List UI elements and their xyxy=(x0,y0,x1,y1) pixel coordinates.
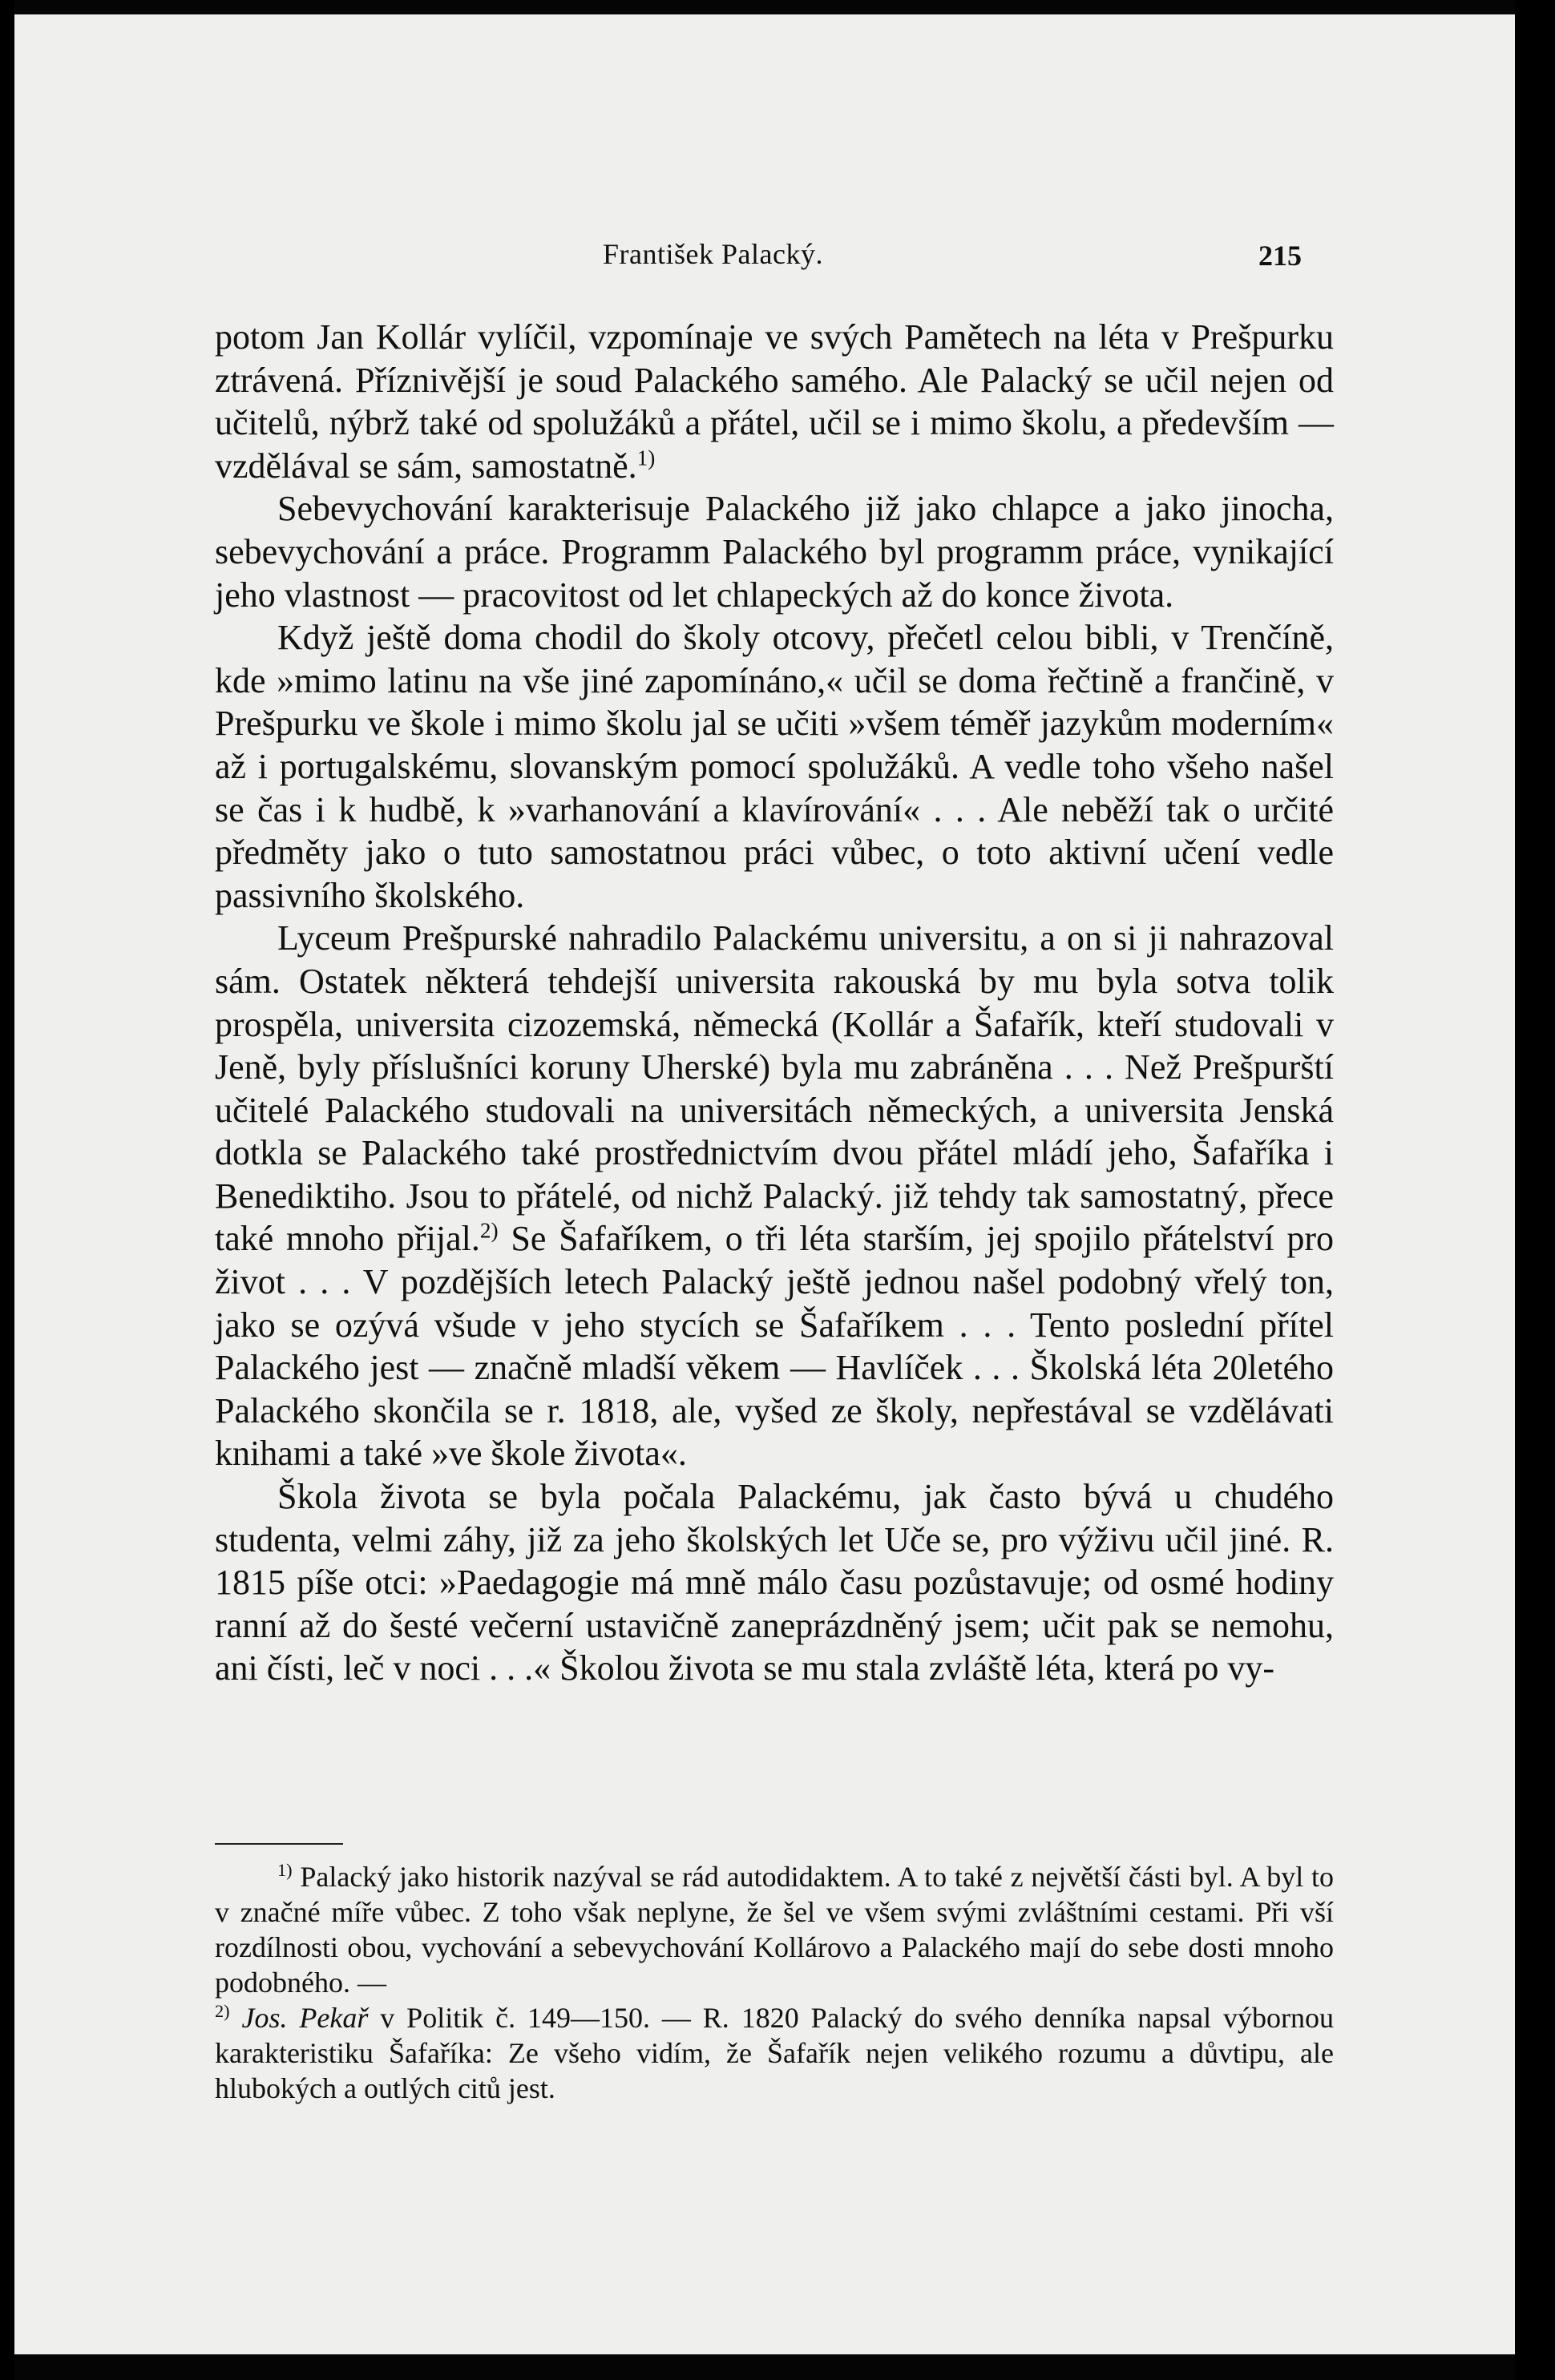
footnote-ref-2: 2) xyxy=(479,1218,499,1243)
paragraph-1 xyxy=(215,316,1334,487)
scan-border-left xyxy=(0,0,14,2380)
paragraph-4-text-a: Lyceum Prešpurské nahradilo Palackému universitu, a on si ji nahrazoval sám. Ostatek některá tehdejší universita rakouská by mu byla sotva tolik prospěla, universita cizozemská, německá (Kollár a Šafařík, kteří studovali v Jeně, byly příslušníci koruny Uherské) byla mu zabráněna . . . Než Prešpurští učitelé Palackého studovali na universitách německých, a universita Jenská dotkla se Palackého také prostřednictvím dvou přátel mládí jeho, Šafaříka i Benediktiho. Jsou to přátelé, od nichž Palacký. již tehdy tak samostatný, přece také mnoho přijal. xyxy=(215,918,1334,1259)
footnote-1 xyxy=(215,1859,1334,2000)
body-text xyxy=(215,316,1334,1690)
running-head: František Palacký. xyxy=(603,238,823,270)
footnote-separator xyxy=(215,1843,343,1845)
paragraph-2: Sebevychování karakterisuje Palackého již jako chlapce a jako jinocha, sebevychování a práce. Programm Palackého byl programm práce, vynikající jeho vlastnost — pracovitost od let chlapeckých až do konce života. xyxy=(215,489,1334,615)
footnote-2-text: v Politik č. 149—150. — R. 1820 Palacký do svého denníka napsal výbornou karakteristiku Šafaříka: Ze všeho vidím, že Šafařík nejen velikého rozumu a důvtipu, ale hlubokých a outlých citů jest. xyxy=(215,2002,1334,2104)
page-number: 215 xyxy=(1258,240,1302,272)
paragraph-4-text-b: Se Šafaříkem, o tři léta starším, jej spojilo přátelství pro život . . . V pozdějších letech Palacký ještě jednou našel podobný vřelý ton, jako se ozývá všude v jeho stycích se Šafaříkem . . . Tento poslední přítel Palackého jest — značně mladší věkem — Havlíček . . . Školská léta 20letého Palackého skončila se r. 1818, ale, vyšed ze školy, nepřestával se vzdělávati knihami a také »ve škole života«. xyxy=(215,1219,1334,1474)
paragraph-3: Když ještě doma chodil do školy otcovy, přečetl celou bibli, v Trenčíně, kde »mimo latinu na vše jiné zapomínáno,« učil se doma řečtině a frančině, v Prešpurku ve škole i mimo školu jal se učiti »všem téměř jazykům moderním« až i portugalskému, slovanským pomocí spolužáků. A vedle toho všeho našel se čas i k hudbě, k »varhanování a klavírování« . . . Ale neběží tak o určité předměty jako o tuto samostatnou práci vůbec, o toto aktivní učení vedle passivního školského. xyxy=(215,618,1334,915)
paragraph-5: Škola života se byla počala Palackému, jak často bývá u chudého studenta, velmi záhy, již za jeho školských let Uče se, pro výživu učil jiné. R. 1815 píše otci: »Paedagogie má mně málo času pozůstavuje; od osmé hodiny ranní až do šesté večerní ustavičně zaneprázdněný jsem; učit pak se nemohu, ani čísti, leč v noci . . .« Školou života se mu stala zvláště léta, která po vy- xyxy=(215,1477,1334,1688)
book-page xyxy=(14,14,1515,2354)
scan-border-right xyxy=(1515,0,1555,2380)
paragraph-1-text: potom Jan Kollár vylíčil, vzpomínaje ve svých Pamětech na léta v Prešpurku ztrávená. Příznivější je soud Palackého samého. Ale Palacký se učil nejen od učitelů, nýbrž také od spolužáků a přátel, učil se i mimo školu, a především — vzdělával se sám, samostatně. xyxy=(215,317,1334,486)
footnote-2 xyxy=(215,2000,1334,2106)
paragraph-4 xyxy=(215,917,1334,1475)
footnote-1-text: Palacký jako historik nazýval se rád autodidaktem. A to také z největší části byl. A byl to v značné míře vůbec. Z toho však neplyne, že šel ve všem svými zvláštními cestami. Při vší rozdílnosti obou, vychování a sebevychování Kollárovo a Palackého mají do sebe dosti mnoho podobného. — xyxy=(215,1861,1334,1999)
footnote-1-mark: 1) xyxy=(277,1860,293,1880)
footnotes xyxy=(215,1859,1334,2106)
footnote-ref-1: 1) xyxy=(636,446,656,470)
footnote-2-author: Jos. Pekař xyxy=(229,2002,369,2034)
footnote-2-mark: 2) xyxy=(215,2001,230,2021)
